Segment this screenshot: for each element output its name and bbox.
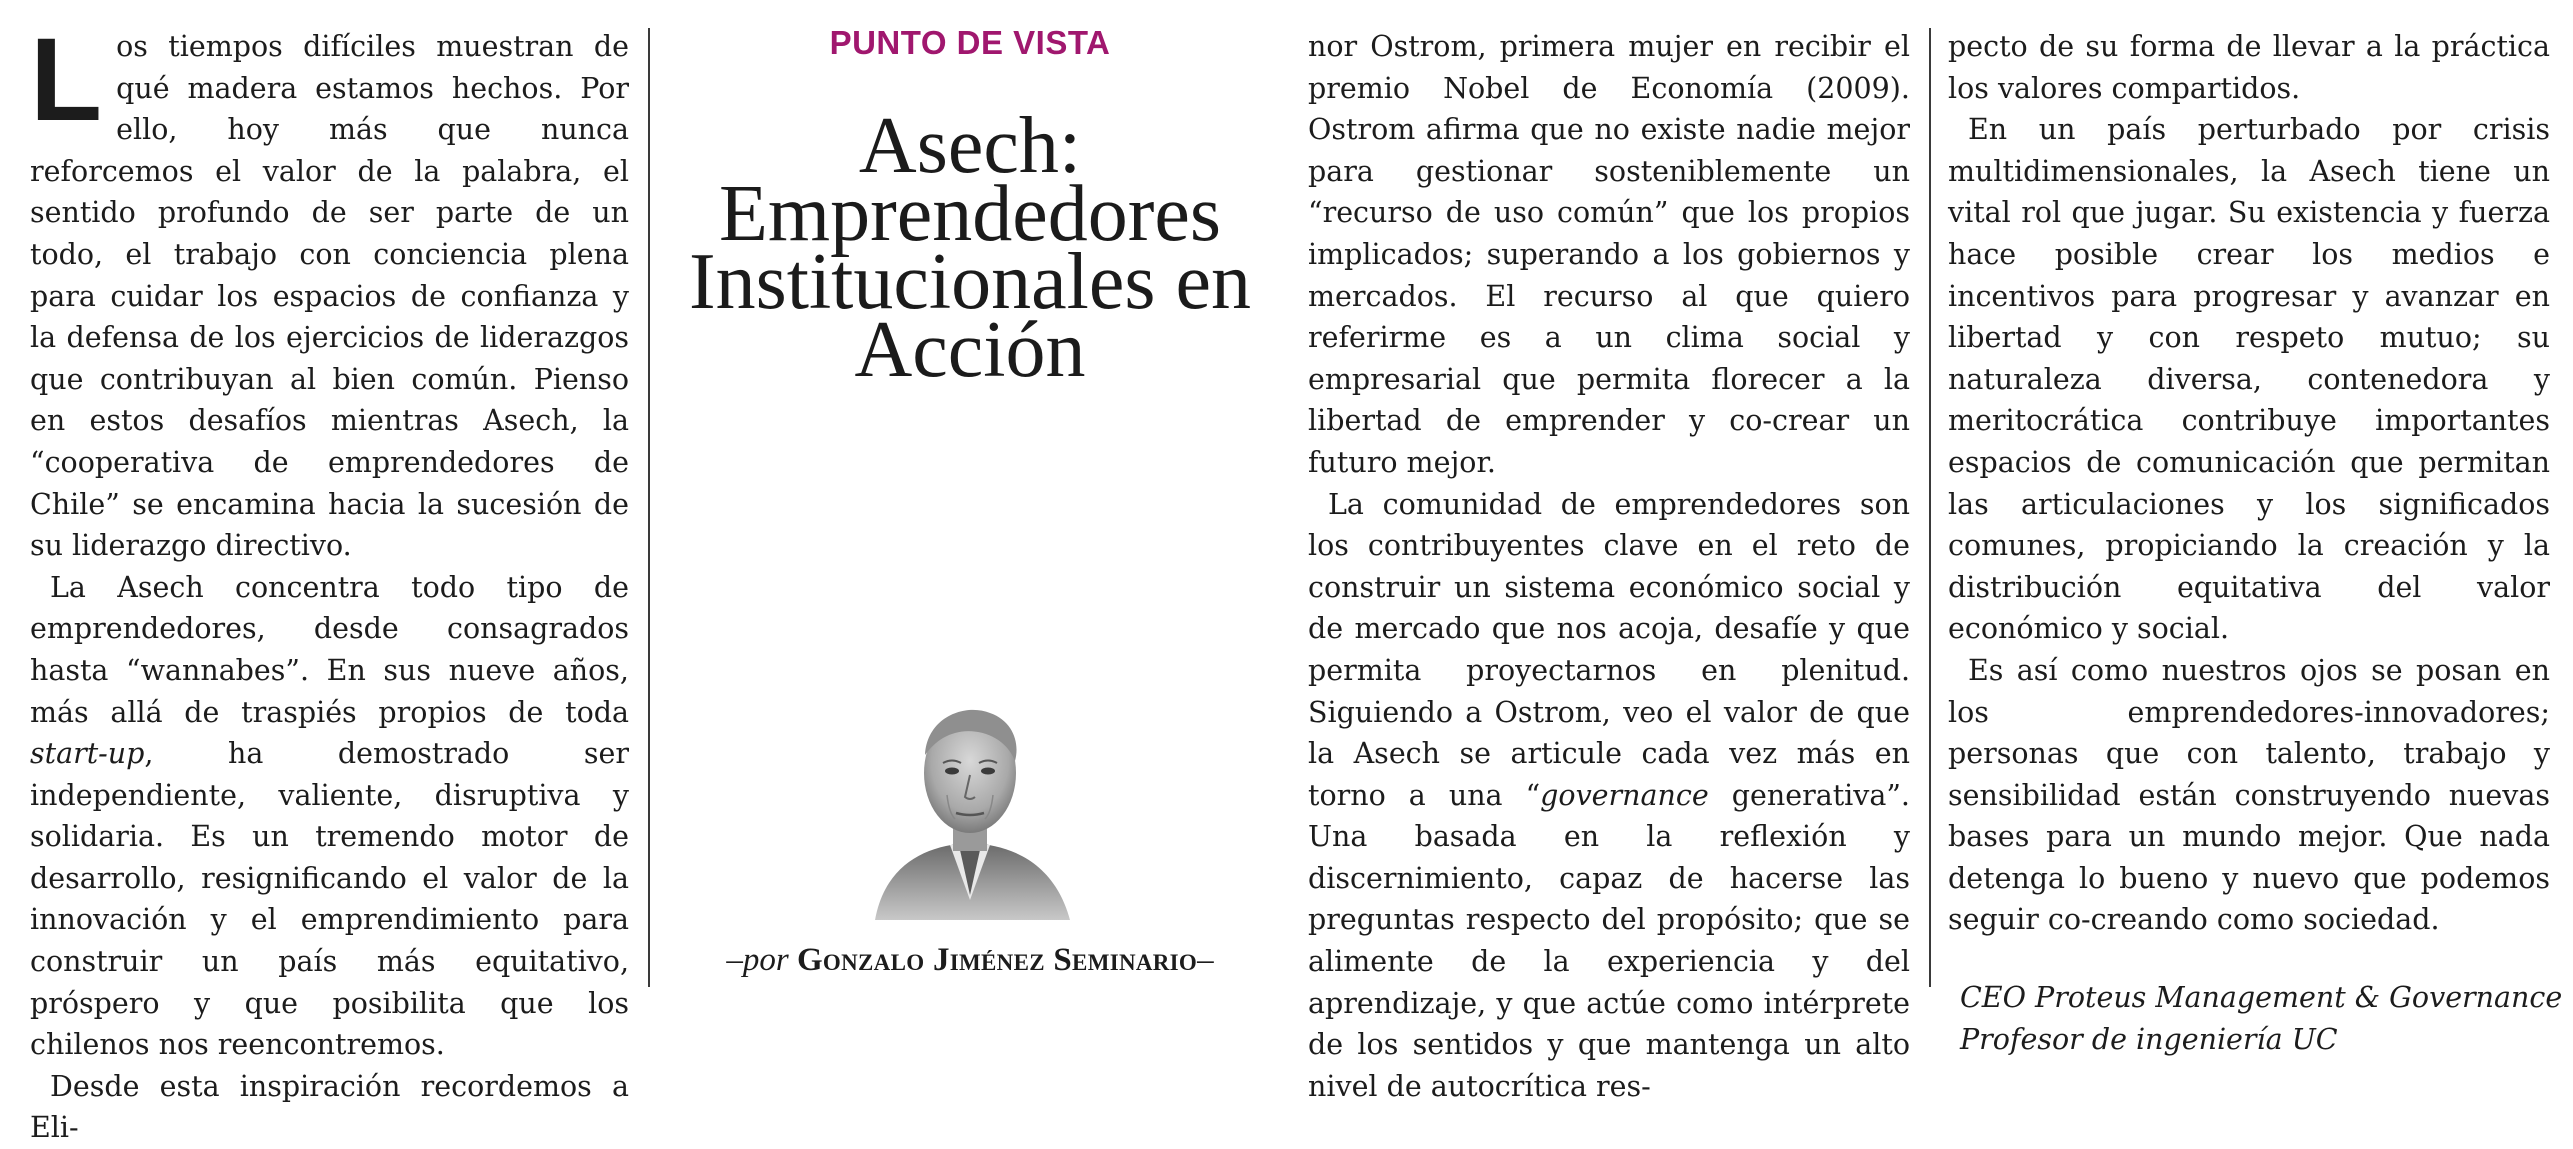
article-column-1 — [30, 0, 629, 1145]
author-name: Gonzalo Jiménez Seminario — [796, 942, 1198, 978]
signature-title: CEO Proteus Management & Governance — [1960, 981, 2563, 1015]
paragraph: os tiempos difíciles muestran de qué madera estamos hechos. Por ello, hoy más que nunca reforcemos el valor de la palabra, el sentido profundo de ser parte de un todo, el trabajo con conciencia plena para cuidar los espacios de confianza y la defensa de los ejercicios de liderazgos que contribuyan al bien común. Pienso en estos desafíos mientras Asech, la “cooperativa de emprendedores de Chile” se encamina hacia la sucesión de su liderazgo directivo. — [30, 30, 629, 563]
author-portrait — [855, 695, 1085, 920]
paragraph: La Asech concentra todo tipo de emprendedores, desde consagrados hasta “wannabes”. En sus nueve años, más allá de traspiés propios de toda start-up, ha demostrado ser independiente, valiente, disruptiva y solidaria. Es un tremendo motor de desarrollo, resignificando el valor de la innovación y el emprendimiento para construir un país más equitativo, próspero y que posibilita que los chilenos nos reencontremos. — [30, 570, 629, 1062]
paragraph: Desde esta inspiración recordemos a Eli- — [30, 1069, 629, 1145]
article-headline: Asech: Emprendedores Institucionales en Acción — [688, 102, 1252, 394]
article-column-3 — [1308, 0, 1910, 1103]
byline-suffix: – — [1197, 942, 1214, 978]
signature-affiliation: Profesor de ingeniería UC — [1960, 1022, 2338, 1056]
column-divider — [1929, 28, 1931, 987]
byline-prefix: –por — [726, 942, 789, 978]
paragraph: nor Ostrom, primera mujer en recibir el premio Nobel de Economía (2009). Ostrom afirma que no existe nadie mejor para gestionar sosteniblemente un “recurso de uso común” que los propios implicados; superando a los gobiernos y mercados. El recurso al que quiero referirme es a un clima social y empresarial que permita florecer a la libertad de emprender y co-crear un futuro mejor. — [1308, 30, 1910, 479]
section-kicker: PUNTO DE VISTA — [829, 24, 1111, 61]
drop-cap: L — [30, 14, 103, 146]
headline-column — [650, 0, 1290, 1007]
paragraph: La comunidad de emprendedores son los contribuyentes clave en el reto de construir un sistema económico social y de mercado que nos acoja, desafíe y que permita proyectarnos en plenitud. Siguiendo a Ostrom, veo el valor de que la Asech se articule cada vez más en torno a una “governance generativa”. Una basada en la reflexión y discernimiento, capaz de hacerse las preguntas respecto del propósito; que se alimente de la experiencia y del aprendizaje, y que actúe como intérprete de los sentidos y que mantenga un alto nivel de autocrítica res- — [1308, 487, 1910, 1103]
paragraph: Es así como nuestros ojos se posan en los emprendedores-innovadores; personas que con talento, trabajo y sensibilidad están construyendo nuevas bases para un mundo mejor. Que nada detenga lo bueno y nuevo que podemos seguir co-creando como sociedad. — [1948, 653, 2550, 937]
paragraph: En un país perturbado por crisis multidimensionales, la Asech tiene un vital rol que jugar. Su existencia y fuerza hace posible crear los medios e incentivos para progresar y avanzar en libertad y con respeto mutuo; su naturaleza diversa, contenedora y meritocrática contribuye importantes espacios de comunicación que permitan las articulaciones y los significados comunes, propiciando la creación y la distribución equitativa del valor económico y social. — [1948, 113, 2550, 646]
author-signature — [1948, 977, 2563, 1060]
article-column-4 — [1948, 0, 2563, 1056]
paragraph: pecto de su forma de llevar a la práctica los valores compartidos. — [1948, 30, 2550, 105]
author-byline — [650, 942, 1290, 979]
